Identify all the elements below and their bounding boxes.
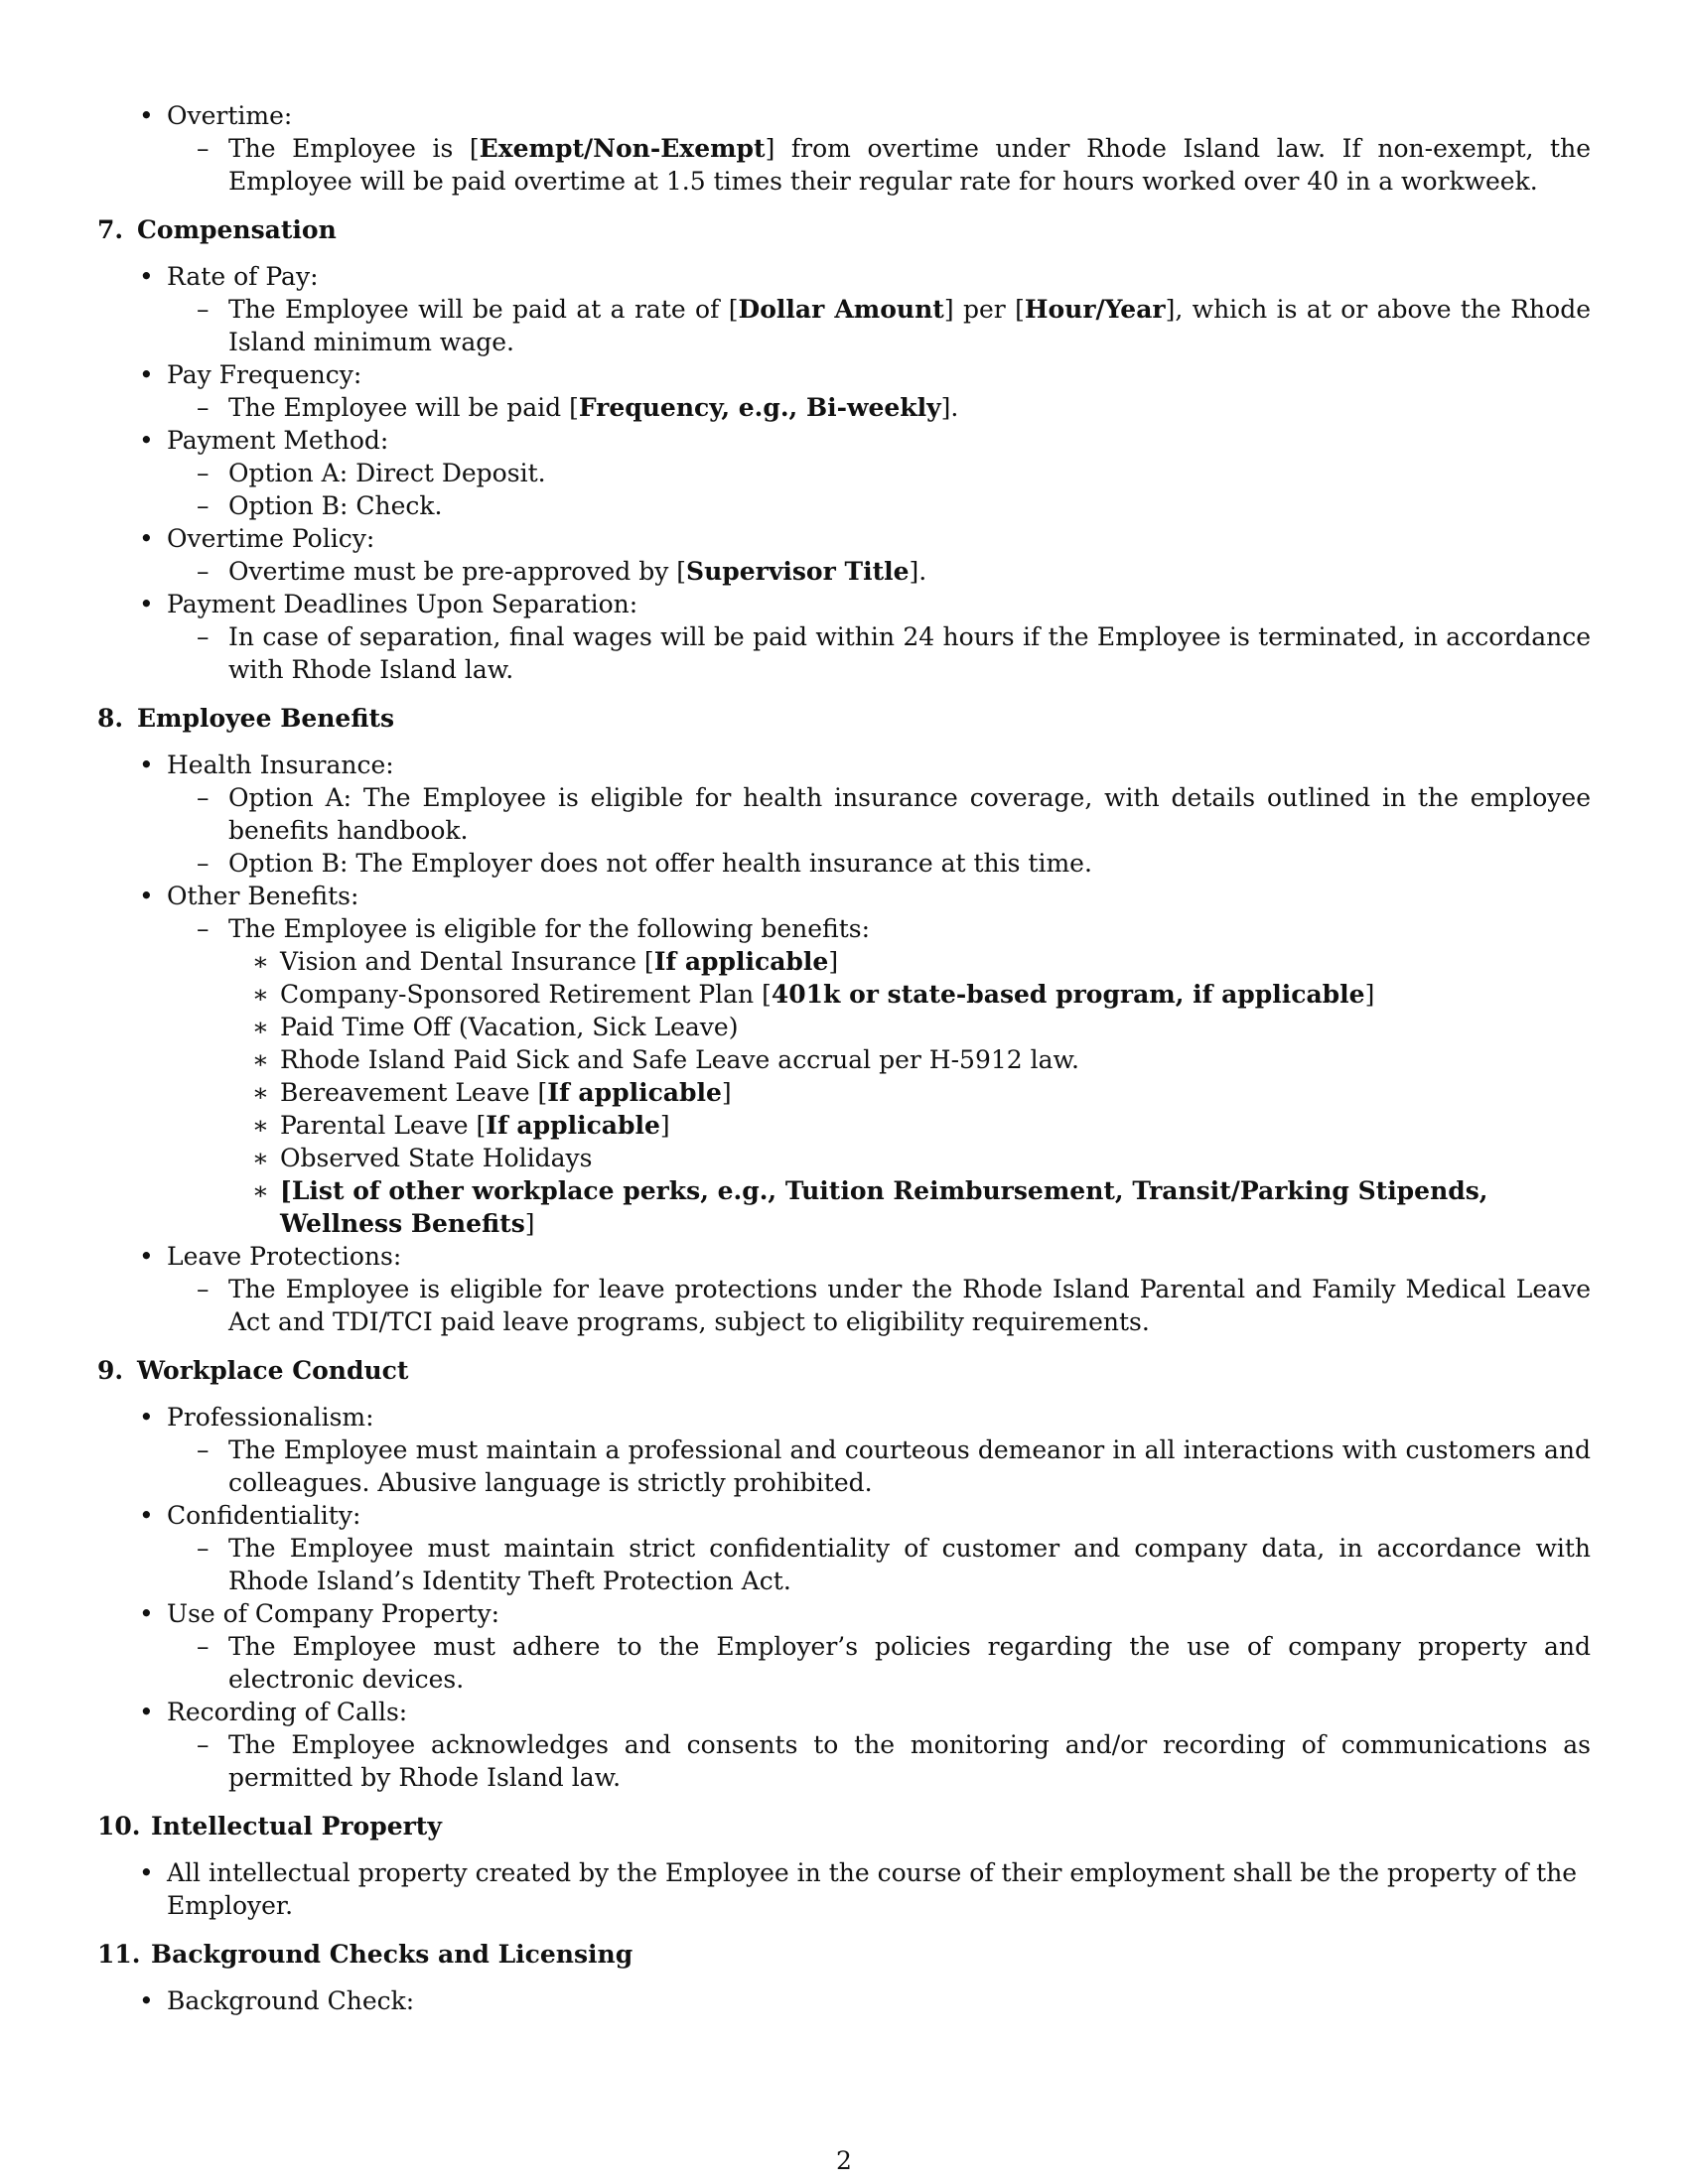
- section-5: [97, 1938, 1591, 2017]
- dash-icon: –: [197, 295, 210, 324]
- bullet-icon: •: [139, 262, 154, 291]
- dash-icon: –: [197, 134, 210, 163]
- bullet-label: Overtime Policy:: [167, 524, 375, 553]
- bullet-item: [97, 522, 1591, 555]
- sub-sub-item: [97, 1011, 1591, 1043]
- page-number: 2: [836, 2146, 852, 2175]
- bold-placeholder: Dollar Amount: [738, 295, 944, 324]
- asterisk-icon: ∗: [252, 1176, 269, 1205]
- asterisk-icon: ∗: [252, 1013, 269, 1041]
- text-run: The Employee must maintain a professional and courteous demeanor in all interactions with customers and colleagues. Abusive language is strictly prohibited.: [228, 1435, 1591, 1497]
- dash-icon: –: [197, 393, 210, 422]
- sub-item: [97, 1273, 1591, 1338]
- text-run: Observed State Holidays: [280, 1144, 593, 1172]
- bullet-item: [97, 1984, 1591, 2017]
- bullet-icon: •: [139, 360, 154, 389]
- dash-icon: –: [197, 1534, 210, 1563]
- section-number: 8.: [97, 704, 124, 733]
- sub-sub-item: [97, 1174, 1591, 1240]
- text-run: ] from overtime under Rhode Island law. If non-exempt, the Employee will be paid overtime at 1.5 times their regular rate for hours worked over 40 in a workweek.: [228, 134, 1592, 196]
- text-run: ]: [1364, 980, 1375, 1009]
- bullet-item: [97, 1240, 1591, 1273]
- text-run: Vision and Dental Insurance [: [280, 947, 654, 976]
- bold-placeholder: [: [280, 1176, 292, 1205]
- bullet-icon: •: [139, 1698, 154, 1726]
- dash-icon: –: [197, 1275, 210, 1303]
- asterisk-icon: ∗: [252, 1144, 269, 1172]
- section-title-text: Compensation: [137, 215, 337, 244]
- sub-sub-item: [97, 1043, 1591, 1076]
- text-run: The Employee is eligible for the following benefits:: [228, 914, 871, 943]
- text-run: Bereavement Leave [: [280, 1078, 548, 1107]
- text-run: The Employee must adhere to the Employer’s policies regarding the use of company property and electronic devices.: [228, 1632, 1591, 1694]
- bullet-list: [97, 749, 1591, 1338]
- sub-item: [97, 912, 1591, 945]
- text-run: Option A: Direct Deposit.: [228, 459, 546, 487]
- bold-placeholder: 401k or state-based program, if applicable: [771, 980, 1365, 1009]
- bold-placeholder: If applicable: [547, 1078, 722, 1107]
- bullet-item: [97, 1597, 1591, 1630]
- bullet-list: [97, 99, 1591, 198]
- asterisk-icon: ∗: [252, 947, 269, 976]
- bullet-icon: •: [139, 590, 154, 618]
- section-4: [97, 1810, 1591, 1922]
- bold-placeholder: List of other workplace perks, e.g., Tuition Reimbursement, Transit/Parking Stipends, Wellness Benefits: [280, 1176, 1488, 1238]
- text-run: ], which is at or above the Rhode Island minimum wage.: [228, 295, 1591, 356]
- bullet-label: Leave Protections:: [167, 1242, 402, 1271]
- text-run: ].: [909, 557, 927, 586]
- bullet-icon: •: [139, 1986, 154, 2015]
- sub-item: [97, 1630, 1591, 1696]
- section-0: [97, 99, 1591, 198]
- section-number: 7.: [97, 215, 124, 244]
- text-run: ] per [: [943, 295, 1025, 324]
- text-run: The Employee is eligible for leave protections under the Rhode Island Parental and Family Medical Leave Act and TDI/TCI paid leave programs, subject to eligibility requirements.: [228, 1275, 1591, 1336]
- bullet-item: [97, 588, 1591, 620]
- text-run: Company-Sponsored Retirement Plan [: [280, 980, 772, 1009]
- text-run: The Employee will be paid at a rate of [: [228, 295, 739, 324]
- bullet-label: Overtime:: [167, 101, 293, 130]
- text-run: ]: [828, 947, 839, 976]
- section-title-text: Employee Benefits: [137, 704, 395, 733]
- bullet-icon: •: [139, 101, 154, 130]
- bullet-label: Health Insurance:: [167, 751, 394, 779]
- bullet-item: [97, 1499, 1591, 1532]
- bullet-item: [97, 749, 1591, 781]
- section-title-text: Workplace Conduct: [137, 1356, 409, 1385]
- bullet-icon: •: [139, 1242, 154, 1271]
- bullet-icon: •: [139, 1501, 154, 1530]
- section-number: 9.: [97, 1356, 124, 1385]
- bullet-list: [97, 260, 1591, 686]
- bold-placeholder: Hour/Year: [1024, 295, 1166, 324]
- text-run: Option B: Check.: [228, 491, 443, 520]
- dash-icon: –: [197, 849, 210, 878]
- text-run: ].: [940, 393, 959, 422]
- bold-placeholder: Frequency, e.g., Bi-weekly: [578, 393, 941, 422]
- bullet-item: [97, 260, 1591, 293]
- bullet-label: Recording of Calls:: [167, 1698, 408, 1726]
- bullet-item: [97, 1856, 1591, 1922]
- dash-icon: –: [197, 622, 210, 651]
- dash-icon: –: [197, 459, 210, 487]
- bullet-icon: •: [139, 524, 154, 553]
- dash-icon: –: [197, 557, 210, 586]
- sub-item: [97, 293, 1591, 358]
- bullet-label: Use of Company Property:: [167, 1599, 500, 1628]
- bullet-item: [97, 99, 1591, 132]
- text-run: Parental Leave [: [280, 1111, 487, 1140]
- sub-item: [97, 457, 1591, 489]
- dash-icon: –: [197, 491, 210, 520]
- bullet-item: [97, 880, 1591, 912]
- text-run: Option B: The Employer does not offer health insurance at this time.: [228, 849, 1092, 878]
- sub-item: [97, 555, 1591, 588]
- sub-item: [97, 1532, 1591, 1597]
- text-run: ]: [524, 1209, 535, 1238]
- bullet-list: [97, 1856, 1591, 1922]
- bullet-label: Professionalism:: [167, 1403, 374, 1432]
- dash-icon: –: [197, 1435, 210, 1464]
- sub-sub-item: [97, 945, 1591, 978]
- bold-placeholder: Supervisor Title: [686, 557, 910, 586]
- text-run: Overtime must be pre-approved by [: [228, 557, 687, 586]
- text-run: Option A: The Employee is eligible for health insurance coverage, with details outlined in the employee benefits handbook.: [228, 783, 1591, 845]
- bullet-icon: •: [139, 426, 154, 455]
- bullet-label: Pay Frequency:: [167, 360, 362, 389]
- bullet-icon: •: [139, 1403, 154, 1432]
- text-run: The Employee will be paid [: [228, 393, 579, 422]
- section-2: [97, 702, 1591, 1338]
- section-number: 11.: [97, 1940, 141, 1969]
- sub-item: [97, 391, 1591, 424]
- text-run: ]: [659, 1111, 670, 1140]
- section-1: [97, 213, 1591, 686]
- dash-icon: –: [197, 914, 210, 943]
- text-run: In case of separation, final wages will be paid within 24 hours if the Employee is terminated, in accordance with Rhode Island law.: [228, 622, 1591, 684]
- bullet-label: Payment Method:: [167, 426, 389, 455]
- sub-item: [97, 1728, 1591, 1794]
- section-3: [97, 1354, 1591, 1794]
- section-heading: [97, 1810, 1591, 1843]
- dash-icon: –: [197, 783, 210, 812]
- dash-icon: –: [197, 1730, 210, 1759]
- bullet-label: Payment Deadlines Upon Separation:: [167, 590, 638, 618]
- sub-item: [97, 489, 1591, 522]
- asterisk-icon: ∗: [252, 1045, 269, 1074]
- bullet-item: [97, 358, 1591, 391]
- section-heading: [97, 213, 1591, 246]
- bold-placeholder: Exempt/Non-Exempt: [479, 134, 766, 163]
- bullet-label: Confidentiality:: [167, 1501, 361, 1530]
- section-heading: [97, 1354, 1591, 1387]
- section-heading: [97, 1938, 1591, 1971]
- document-page: [97, 99, 1591, 2017]
- section-title-text: Background Checks and Licensing: [151, 1940, 633, 1969]
- sub-item: [97, 132, 1591, 198]
- text-run: The Employee is [: [228, 134, 480, 163]
- section-title-text: Intellectual Property: [151, 1812, 442, 1841]
- bold-placeholder: If applicable: [486, 1111, 660, 1140]
- sub-item: [97, 781, 1591, 847]
- bullet-label: All intellectual property created by the Employee in the course of their employment shall be the property of the Employer.: [167, 1858, 1578, 1920]
- sub-sub-item: [97, 1142, 1591, 1174]
- bullet-item: [97, 424, 1591, 457]
- bullet-icon: •: [139, 1858, 154, 1887]
- asterisk-icon: ∗: [252, 1111, 269, 1140]
- bullet-item: [97, 1401, 1591, 1433]
- bullet-icon: •: [139, 882, 154, 910]
- text-run: ]: [721, 1078, 732, 1107]
- asterisk-icon: ∗: [252, 1078, 269, 1107]
- section-heading: [97, 702, 1591, 735]
- bullet-list: [97, 1401, 1591, 1794]
- bullet-icon: •: [139, 751, 154, 779]
- dash-icon: –: [197, 1632, 210, 1661]
- bullet-icon: •: [139, 1599, 154, 1628]
- asterisk-icon: ∗: [252, 980, 269, 1009]
- bullet-list: [97, 1984, 1591, 2017]
- sub-sub-item: [97, 1076, 1591, 1109]
- bold-placeholder: If applicable: [653, 947, 829, 976]
- bullet-label: Background Check:: [167, 1986, 415, 2015]
- sub-item: [97, 620, 1591, 686]
- text-run: Rhode Island Paid Sick and Safe Leave accrual per H-5912 law.: [280, 1045, 1079, 1074]
- section-number: 10.: [97, 1812, 141, 1841]
- text-run: Paid Time Off (Vacation, Sick Leave): [280, 1013, 739, 1041]
- sub-item: [97, 1433, 1591, 1499]
- bullet-label: Other Benefits:: [167, 882, 359, 910]
- bullet-item: [97, 1696, 1591, 1728]
- text-run: The Employee acknowledges and consents to the monitoring and/or recording of communications as permitted by Rhode Island law.: [228, 1730, 1591, 1792]
- sub-item: [97, 847, 1591, 880]
- sub-sub-item: [97, 1109, 1591, 1142]
- sub-sub-item: [97, 978, 1591, 1011]
- text-run: The Employee must maintain strict confidentiality of customer and company data, in accordance with Rhode Island’s Identity Theft Protection Act.: [228, 1534, 1591, 1595]
- bullet-label: Rate of Pay:: [167, 262, 319, 291]
